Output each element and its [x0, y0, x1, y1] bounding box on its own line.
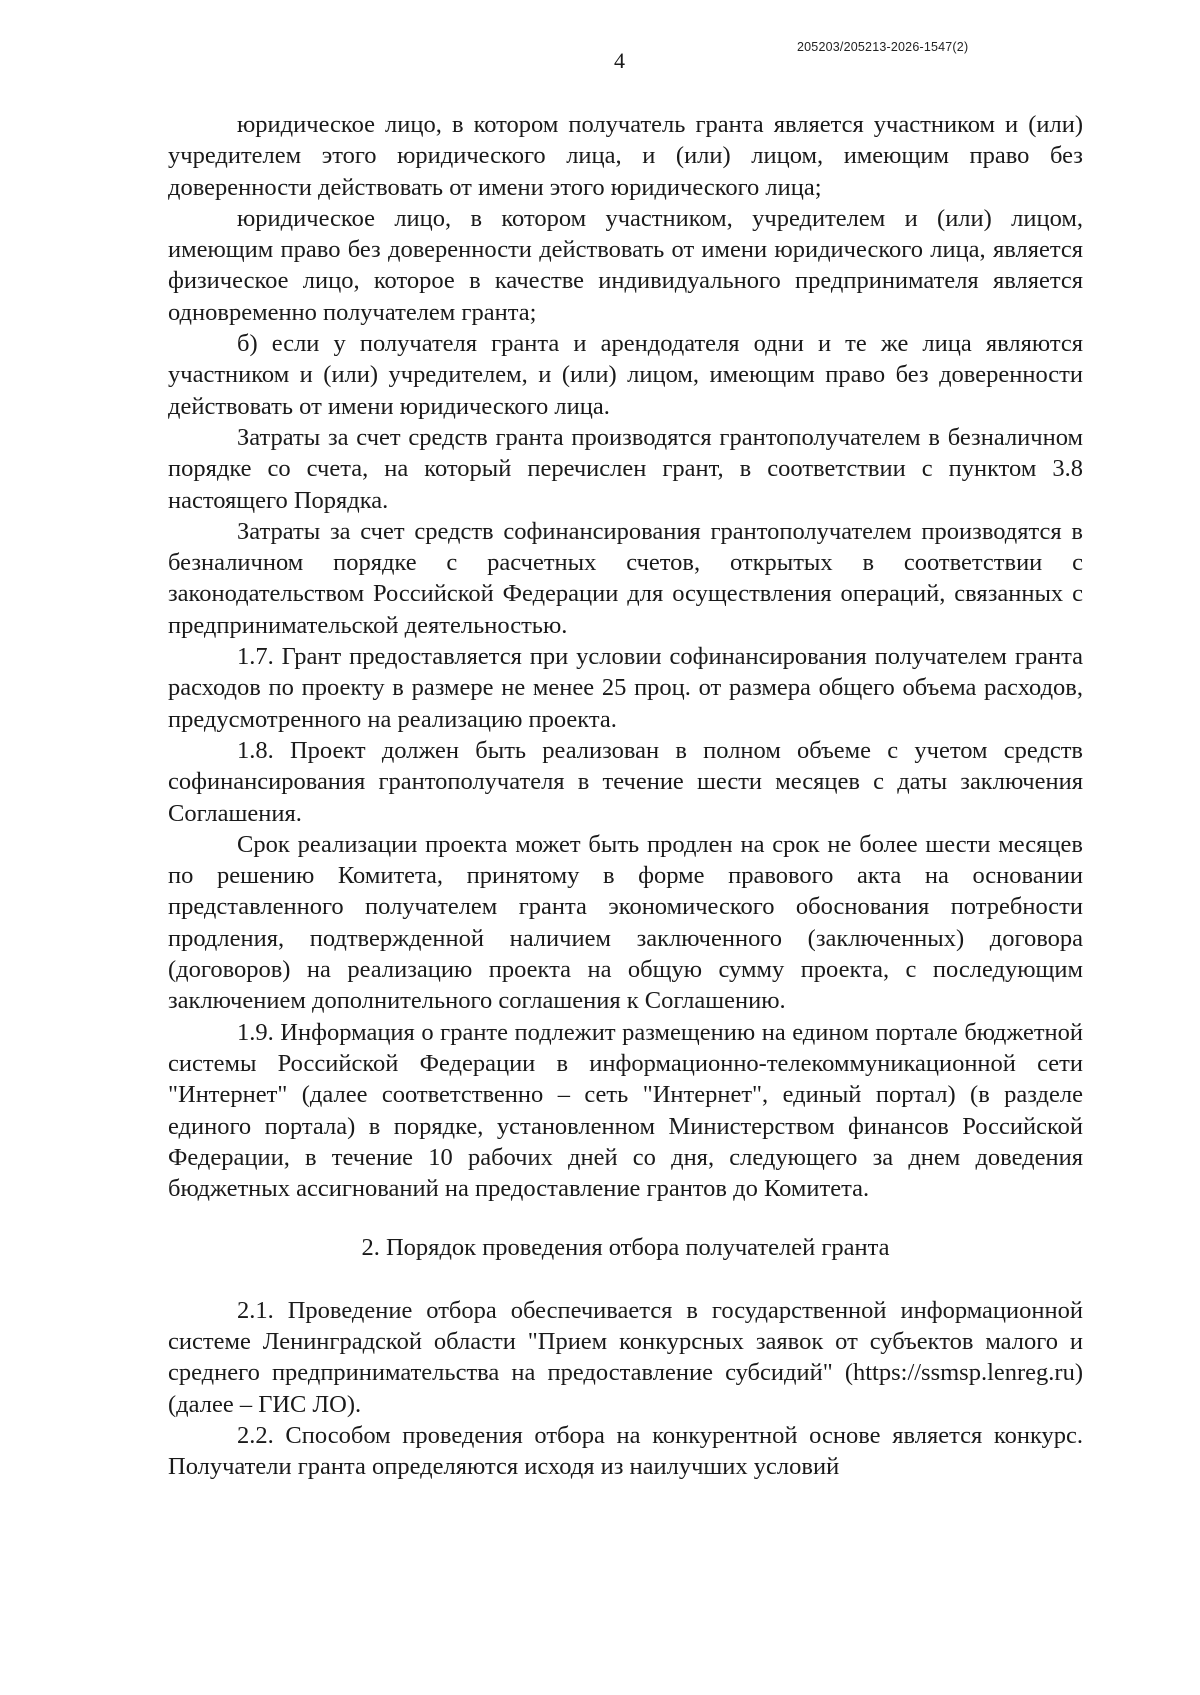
section-2-heading: 2. Порядок проведения отбора получателей гранта [361, 1234, 890, 1262]
paragraph-grant-expenses: Затраты за счет средств гранта производятся грантополучателем в безналичном порядке со счета, на который перечислен грант, в соответствии с пунктом 3.8 настоящего Порядка. [168, 423, 1083, 514]
document-body [168, 109, 1083, 1482]
paragraph-b-lessor: б) если у получателя гранта и арендодателя одни и те же лица являются участником и (или) учредителем, и (или) лицом, имеющим право без доверенности действовать от имени юридического лица. [168, 330, 1083, 420]
paragraph-2-1: 2.1. Проведение отбора обеспечивается в государственной информационной системе Ленинградской области "Прием конкурсных заявок от субъектов малого и среднего предпринимательства на предоставление субсидий" (https://ssmsp.lenreg.ru) (далее – ГИС ЛО). [168, 1296, 1083, 1418]
document-registration-number: 205203/205213-2026-1547(2) [797, 40, 969, 54]
paragraph-cofinancing-expenses: Затраты за счет средств софинансирования грантополучателем производятся в безналичном порядке с расчетных счетов, открытых в соответствии с законодательством Российской Федерации для осуществления операций, связанных с предпринимательской деятельностью. [168, 517, 1083, 639]
paragraph-1-8: 1.8. Проект должен быть реализован в полном объеме с учетом средств софинансирования грантополучателя в течение шести месяцев с даты заключения Соглашения. [168, 736, 1083, 827]
paragraph-legal-entity-participant: юридическое лицо, в котором получатель гранта является участником и (или) учредителем этого юридического лица, и (или) лицом, имеющим право без доверенности действовать от имени этого юридического лица; [168, 111, 1083, 201]
paragraph-project-extension: Срок реализации проекта может быть продлен на срок не более шести месяцев по решению Комитета, принятому в форме правового акта на основании представленного получателем гранта экономического обоснования потребности продления, подтвержденной наличием заключенного (заключенных) договора (договоров) на реализацию проекта на общую сумму проекта, с последующим заключением дополнительного соглашения к Соглашению. [168, 830, 1083, 1015]
paragraph-1-9: 1.9. Информация о гранте подлежит размещению на едином портале бюджетной системы Российской Федерации в информационно-телекоммуникационной сети "Интернет" (далее соответственно – сеть "Интернет", единый портал) (в разделе единого портала) в порядке, установленном Министерством финансов Российской Федерации, в течение 10 рабочих дней со дня, следующего за днем доведения бюджетных ассигнований на предоставление грантов до Комитета. [168, 1018, 1083, 1203]
paragraph-1-7: 1.7. Грант предоставляется при условии софинансирования получателем гранта расходов по проекту в размере не менее 25 проц. от размера общего объема расходов, предусмотренного на реализацию проекта. [168, 643, 1083, 733]
page-number: 4 [614, 48, 625, 73]
paragraph-legal-entity-individual: юридическое лицо, в котором участником, учредителем и (или) лицом, имеющим право без доверенности действовать от имени юридического лица, является физическое лицо, которое в качестве индивидуального предпринимателя является одновременно получателем гранта; [168, 204, 1083, 326]
paragraph-2-2: 2.2. Способом проведения отбора на конкурентной основе является конкурс. Получатели гранта определяются исходя из наилучших условий [168, 1421, 1083, 1481]
